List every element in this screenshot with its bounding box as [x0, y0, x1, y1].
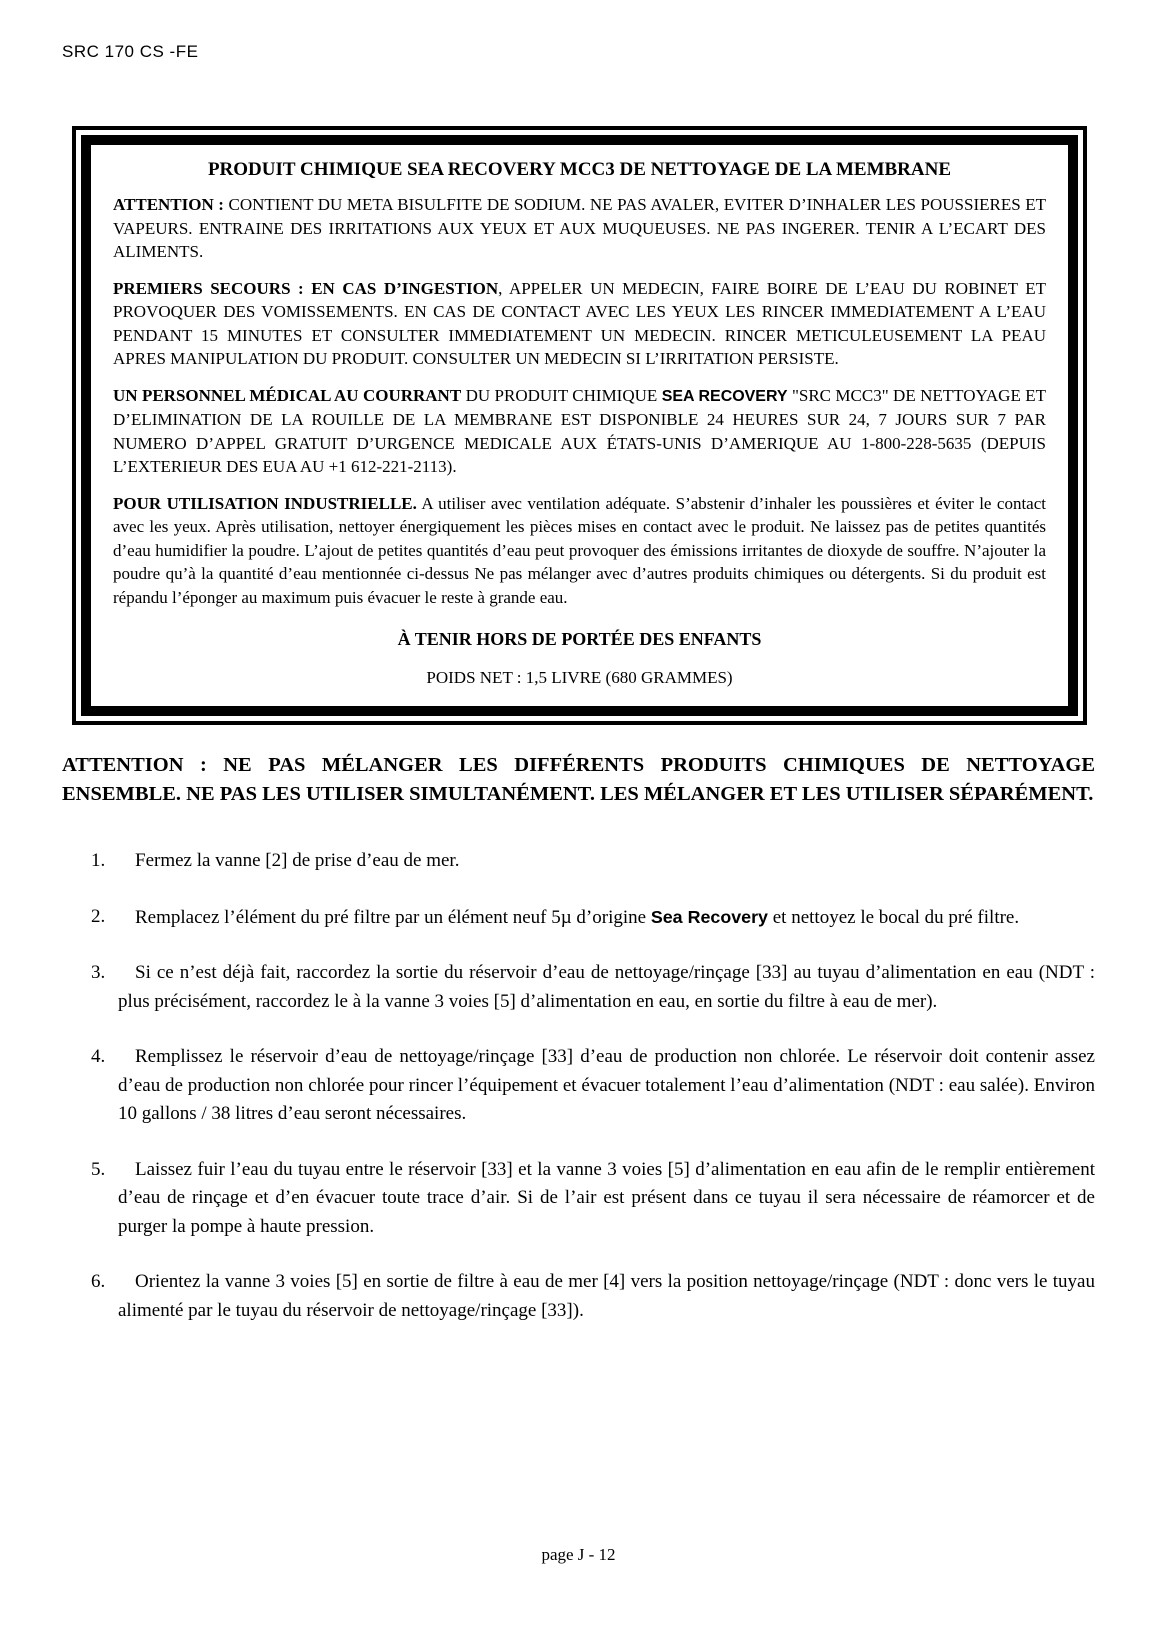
- step-3: [62, 959, 1095, 1016]
- net-weight: POIDS NET : 1,5 LIVRE (680 GRAMMES): [426, 668, 733, 687]
- paragraph-attention: [113, 193, 1046, 264]
- step-2-text: [118, 903, 1095, 933]
- paragraph-utilisation-industrielle-lead: POUR UTILISATION INDUSTRIELLE.: [113, 493, 417, 513]
- paragraph-utilisation-industrielle: [113, 492, 1046, 610]
- step-4-text: Remplissez le réservoir d’eau de nettoyage/rinçage [33] d’eau de production non chlorée. Le réservoir doit contenir assez d’eau de production non chlorée pour rincer l’équipement et évacuer totalement l’eau d’alimentation (NDT : eau salée). Environ 10 gallons / 38 litres d’eau seront nécessaires.: [118, 1046, 1095, 1124]
- step-6-number: 6.: [91, 1271, 106, 1292]
- step-1-number: 1.: [91, 850, 106, 871]
- step-5: [62, 1156, 1095, 1242]
- step-3-number: 3.: [91, 962, 106, 983]
- step-4: [62, 1043, 1095, 1129]
- chemical-warning-box: [72, 126, 1087, 725]
- step-6: [62, 1268, 1095, 1325]
- paragraph-attention-lead: ATTENTION :: [113, 195, 224, 214]
- step-2-pre: Remplacez l’élément du pré filtre par un élément neuf 5µ d’origine: [135, 906, 651, 928]
- paragraph-premiers-secours: [113, 277, 1046, 371]
- step-2: [62, 903, 1095, 933]
- paragraph-premiers-secours-lead: PREMIERS SECOURS : EN CAS D’INGESTION: [113, 278, 499, 298]
- step-3-text: Si ce n’est déjà fait, raccordez la sortie du réservoir d’eau de nettoyage/rinçage [33] au tuyau d’alimentation en eau (NDT : plus précisément, raccordez le à la vanne 3 voies [5] d’alimentation en eau, en sortie du filtre à eau de mer).: [118, 962, 1095, 1012]
- doc-code: SRC 170 CS -FE: [62, 42, 199, 61]
- mixing-warning: ATTENTION : NE PAS MÉLANGER LES DIFFÉRENTS PRODUITS CHIMIQUES DE NETTOYAGE ENSEMBLE. NE PAS LES UTILISER SIMULTANÉMENT. LES MÉLANGER ET LES UTILISER SÉPARÉMENT.: [62, 754, 1095, 805]
- step-6-text: Orientez la vanne 3 voies [5] en sortie de filtre à eau de mer [4] vers la position nettoyage/rinçage (NDT : donc vers le tuyau alimenté par le tuyau du réservoir de nettoyage/rinçage [33]).: [118, 1271, 1095, 1321]
- paragraph-attention-body: CONTIENT DU META BISULFITE DE SODIUM. NE PAS AVALER, EVITER D’INHALER LES POUSSIERES ET VAPEURS. ENTRAINE DES IRRITATIONS AUX YEUX ET AUX MUQUEUSES. NE PAS INGERER. TENIR A L’ECART DES ALIMENTS.: [113, 195, 1046, 261]
- paragraph-personnel-medical-rest: "SRC MCC3" DE NETTOYAGE ET D’ELIMINATION DE LA ROUILLE DE LA MEMBRANE EST DISPONIBLE 24 HEURES SUR 24, 7 JOURS SUR 7 PAR NUMERO D’APPEL GRATUIT D’URGENCE MEDICALE AUX ÉTATS-UNIS D’AMERIQUE AU 1-800-228-5635 (DEPUIS L’EXTERIEUR DES EUA AU +1 612-221-2113).: [113, 385, 1046, 476]
- paragraph-utilisation-industrielle-body: A utiliser avec ventilation adéquate. S’abstenir d’inhaler les poussières et éviter le contact avec les yeux. Après utilisation, nettoyer énergiquement les pièces mises en contact avec le produit. Ne laissez pas de petites quantités d’eau humidifier la poudre. L’ajout de petites quantités d’eau peut provoquer des émissions irritantes de dioxyde de souffre. N’ajouter la poudre qu’à la quantité d’eau mentionnée ci-dessus Ne pas mélanger avec d’autres produits chimiques ou détergents. Si du produit est répandu l’éponger au maximum puis évacuer le reste à grande eau.: [113, 493, 1046, 607]
- paragraph-personnel-medical-lead: UN PERSONNEL MÉDICAL AU COURRANT: [113, 385, 462, 405]
- paragraph-personnel-medical: [113, 384, 1046, 479]
- step-1: [62, 847, 1095, 876]
- step-4-number: 4.: [91, 1046, 106, 1067]
- box-title: PRODUIT CHIMIQUE SEA RECOVERY MCC3 DE NETTOYAGE DE LA MEMBRANE: [207, 159, 952, 180]
- brand-sea-recovery: SEA RECOVERY: [661, 387, 788, 405]
- paragraph-personnel-medical-mid: DU PRODUIT CHIMIQUE: [461, 385, 662, 405]
- step-1-text: Fermez la vanne [2] de prise d’eau de mer.: [135, 850, 460, 871]
- page-number: page J - 12: [541, 1545, 616, 1564]
- step-5-number: 5.: [91, 1158, 106, 1180]
- keep-away-notice: À TENIR HORS DE PORTÉE DES ENFANTS: [397, 629, 762, 649]
- brand-sea-recovery-inline: Sea Recovery: [650, 906, 768, 927]
- paragraph-premiers-secours-body: , APPELER UN MEDECIN, FAIRE BOIRE DE L’EAU DU ROBINET ET PROVOQUER DES VOMISSEMENTS. EN CAS DE CONTACT AVEC LES YEUX LES RINCER IMMEDIATEMENT A L’EAU PENDANT 15 MINUTES ET CONSULTER IMMEDIATEMENT UN MEDECIN. RINCER METICULEUSEMENT LA PEAU APRES MANIPULATION DU PRODUIT. CONSULTER UN MEDECIN SI L’IRRITATION PERSISTE.: [113, 278, 1046, 368]
- instruction-steps: [62, 847, 1095, 1325]
- chemical-warning-box-inner: [81, 135, 1078, 716]
- step-2-number: 2.: [91, 905, 106, 927]
- step-2-post: et nettoyez le bocal du pré filtre.: [768, 906, 1020, 928]
- step-5-text: Laissez fuir l’eau du tuyau entre le réservoir [33] et la vanne 3 voies [5] d’alimentation en eau afin de le remplir entièrement d’eau de rinçage et d’en évacuer toute trace d’air. Si de l’air est présent dans ce tuyau il sera nécessaire de réamorcer et de purger la pompe à haute pression.: [118, 1158, 1095, 1237]
